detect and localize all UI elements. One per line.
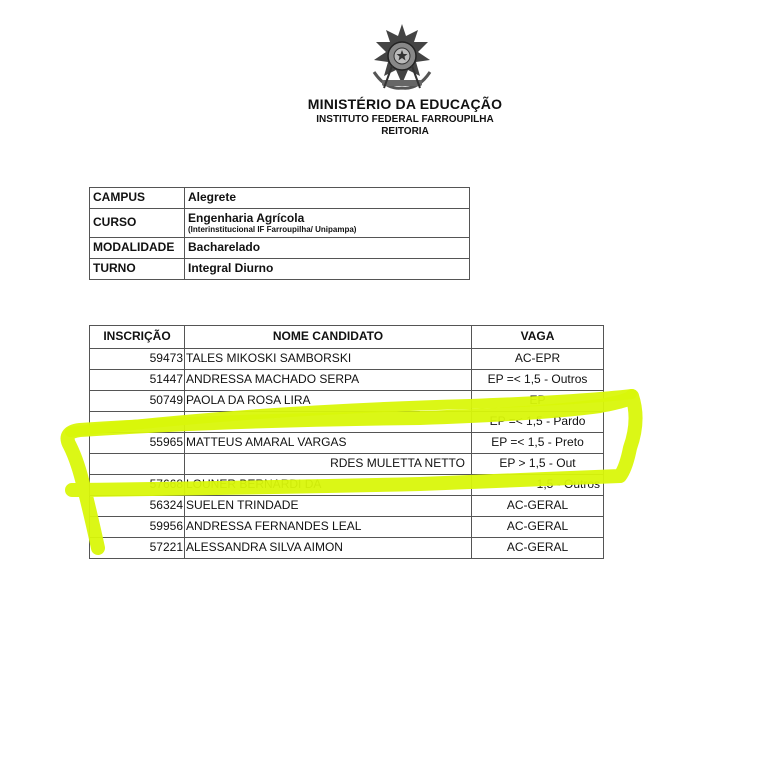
cell-vaga: 1,5 - Outros [472,475,604,496]
table-header-row [90,326,604,349]
cell-nome: ANDRESSA MACHADO SERPA [185,370,472,391]
cell-vaga: EP =< 1,5 - Outros [472,370,604,391]
info-key: MODALIDADE [90,238,185,259]
cell-inscricao: 55965 [90,433,185,454]
cell-nome: RDES MULETTA NETTO [185,454,472,475]
info-key: CURSO [90,209,185,238]
table-row [90,433,604,454]
cell-vaga: AC-GERAL [472,538,604,559]
cell-nome: ANDRESSA FERNANDES LEAL [185,517,472,538]
cell-nome: TALES MIKOSKI SAMBORSKI [185,349,472,370]
course-info-table [89,187,470,280]
table-row [90,475,604,496]
column-header-vaga: VAGA [472,326,604,349]
cell-vaga: EP =< 1,5 - Pardo [472,412,604,433]
cell-vaga: EP =< 1,5 - Preto [472,433,604,454]
column-header-nome: NOME CANDIDATO [185,326,472,349]
cell-inscricao: 57668 [90,475,185,496]
table-row [90,538,604,559]
table-row [90,517,604,538]
cell-inscricao: 56324 [90,496,185,517]
info-row-modalidade [90,238,470,259]
info-key: CAMPUS [90,188,185,209]
ministry-title: MINISTÉRIO DA EDUCAÇÃO [307,96,503,112]
cell-inscricao: 50749 [90,391,185,412]
info-key: TURNO [90,259,185,280]
cell-vaga: EP > 1,5 - Out [472,454,604,475]
cell-vaga: AC-GERAL [472,517,604,538]
table-row [90,370,604,391]
cell-inscricao [90,454,185,475]
cell-nome [185,412,472,433]
cell-vaga: AC-GERAL [472,496,604,517]
cell-nome: LOUNER BERNARDI DA [185,475,472,496]
cell-inscricao [90,412,185,433]
info-value-subtitle: (Interinstitucional IF Farroupilha/ Unipampa) [188,224,357,234]
table-row [90,349,604,370]
column-header-inscricao: INSCRIÇÃO [90,326,185,349]
info-row-campus [90,188,470,209]
info-value [185,188,470,209]
table-row [90,496,604,517]
coat-of-arms-seal [366,22,438,94]
info-value [185,209,470,238]
cell-inscricao: 57221 [90,538,185,559]
info-value-text: Bacharelado [188,240,261,255]
cell-nome: SUELEN TRINDADE [185,496,472,517]
info-row-turno [90,259,470,280]
table-row [90,412,604,433]
info-value [185,238,470,259]
cell-nome: PAOLA DA ROSA LIRA [185,391,472,412]
info-value-text: Engenharia Agrícola [188,210,305,225]
department-title: REITORIA [381,126,429,137]
cell-inscricao: 51447 [90,370,185,391]
cell-vaga: AC-EPR [472,349,604,370]
info-value [185,259,470,280]
cell-inscricao: 59956 [90,517,185,538]
cell-nome: ALESSANDRA SILVA AIMON [185,538,472,559]
candidates-table [89,325,604,559]
institute-title: INSTITUTO FEDERAL FARROUPILHA [316,114,494,125]
table-row [90,454,604,475]
info-row-curso [90,209,470,238]
cell-nome: MATTEUS AMARAL VARGAS [185,433,472,454]
info-value-text: Integral Diurno [188,261,274,276]
cell-vaga: EP [472,391,604,412]
info-value-text: Alegrete [188,190,237,205]
table-row [90,391,604,412]
cell-inscricao: 59473 [90,349,185,370]
